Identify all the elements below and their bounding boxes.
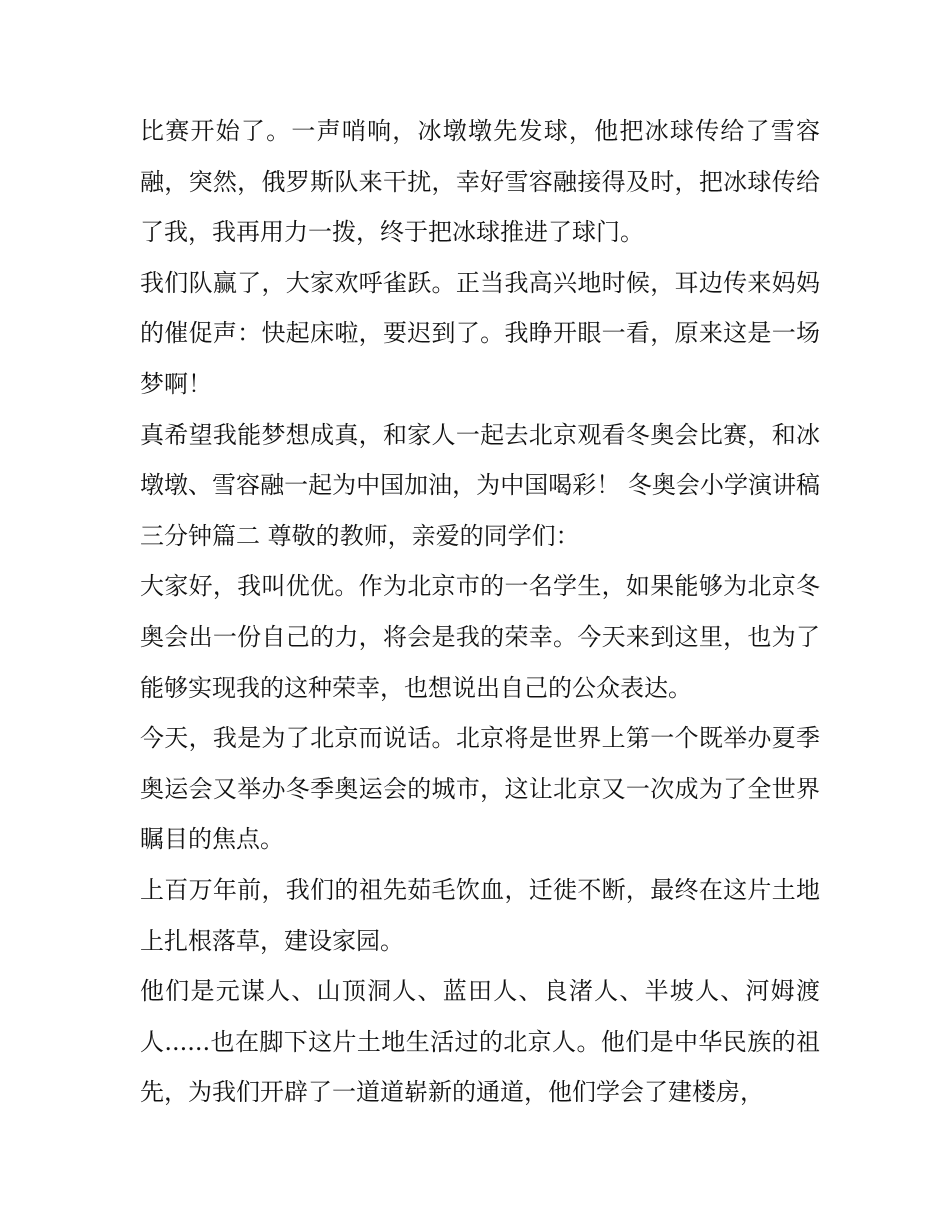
paragraph-6: 上百万年前，我们的祖先茹毛饮血，迁徙不断，最终在这片土地上扎根落草，建设家园。: [140, 875, 820, 955]
paragraph-3: 真希望我能梦想成真，和家人一起去北京观看冬奥会比赛，和冰墩墩、雪容融一起为中国加油，为中国喝彩！ 冬奥会小学演讲稿三分钟篇二 尊敬的教师，亲爱的同学们：: [140, 420, 820, 550]
paragraph-4: 大家好，我叫优优。作为北京市的一名学生，如果能够为北京冬奥会出一份自己的力，将会是我的荣幸。今天来到这里，也为了能够实现我的这种荣幸，也想说出自己的公众表达。: [140, 572, 820, 702]
document-body: [140, 106, 820, 1118]
paragraph-1: 比赛开始了。一声哨响，冰墩墩先发球，他把冰球传给了雪容融，突然，俄罗斯队来干扰，幸好雪容融接得及时，把冰球传给了我，我再用力一拨，终于把冰球推进了球门。: [140, 117, 820, 247]
paragraph-5: 今天，我是为了北京而说话。北京将是世界上第一个既举办夏季奥运会又举办冬季奥运会的城市，这让北京又一次成为了全世界瞩目的焦点。: [140, 724, 820, 854]
paragraph-7: 他们是元谋人、山顶洞人、蓝田人、良渚人、半坡人、河姆渡人......也在脚下这片土地生活过的北京人。他们是中华民族的祖先，为我们开辟了一道道崭新的通道，他们学会了建楼房，: [140, 977, 820, 1107]
paragraph-2: 我们队赢了，大家欢呼雀跃。正当我高兴地时候，耳边传来妈妈的催促声：快起床啦，要迟到了。我睁开眼一看，原来这是一场梦啊！: [140, 268, 820, 398]
